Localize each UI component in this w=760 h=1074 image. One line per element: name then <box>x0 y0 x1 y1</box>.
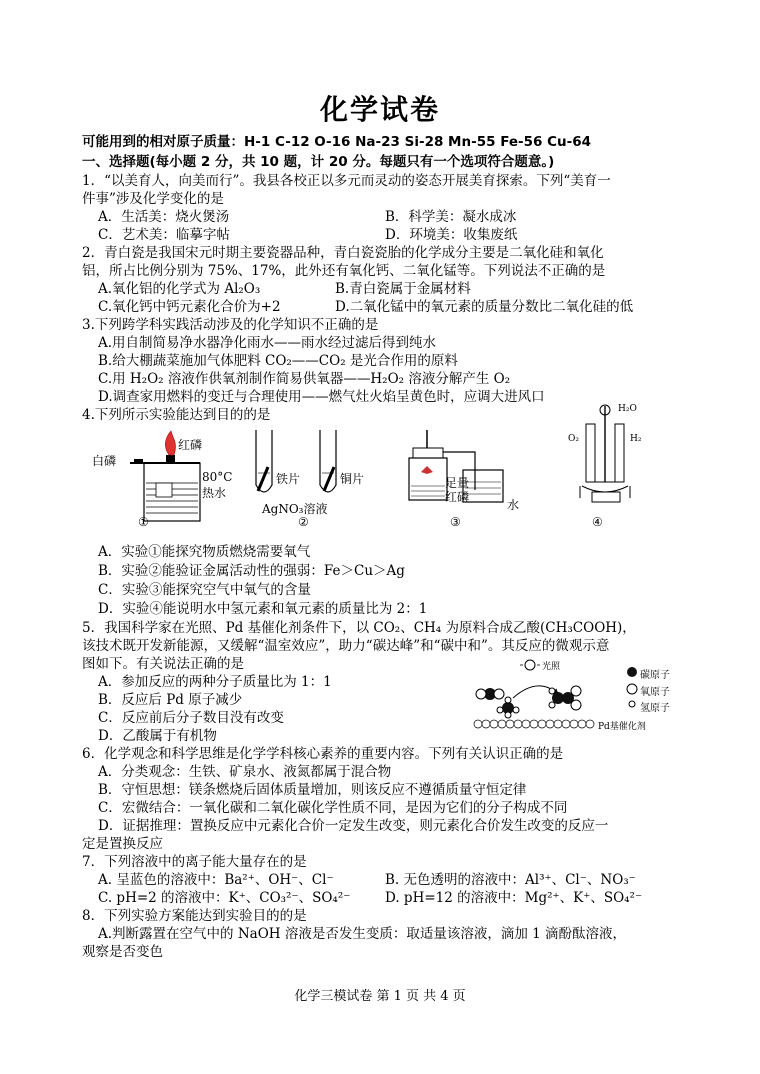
q7-option-b: B. 无色透明的溶液中：Al³⁺、Cl⁻、NO₃⁻ <box>385 872 636 888</box>
q3-option-a: A.用自制简易净水器净化雨水——雨水经过滤后得到纯水 <box>98 335 437 351</box>
section-heading: 一、选择题(每小题 2 分，共 10 题，计 20 分。每题只有一个选项符合题意。) <box>82 154 555 170</box>
q2-option-b: B.青白瓷属于金属材料 <box>335 281 471 297</box>
q3-option-b: B.给大棚蔬菜施加气体肥料 CO₂——CO₂ 是光合作用的原料 <box>98 353 458 369</box>
q4-option-b: B．实验②能验证金属活动性的强弱：Fe＞Cu＞Ag <box>98 563 405 579</box>
page-title: 化学试卷 <box>319 93 440 126</box>
q5-option-a: A．参加反应的两种分子质量比为 1：1 <box>98 674 332 690</box>
q6-stem: 6．化学观念和科学思维是化学学科核心素养的重要内容。下列有关认识正确的是 <box>82 746 564 762</box>
q6-option-b: B．守恒思想：镁条燃烧后固体质量增加，则该反应不遵循质量守恒定律 <box>98 782 527 798</box>
q7-option-a: A. 呈蓝色的溶液中：Ba²⁺、OH⁻、Cl⁻ <box>98 872 334 888</box>
q4-option-c: C．实验③能探究空气中氧气的含量 <box>98 582 311 598</box>
label-figure-3: ③ <box>450 515 461 529</box>
q4-option-a: A．实验①能探究物质燃烧需要氧气 <box>98 544 311 560</box>
q3-option-c: C.用 H₂O₂ 溶液作供氧剂制作简易供氧器——H₂O₂ 溶液分解产生 O₂ <box>98 371 511 387</box>
label-excess: 足量 <box>445 476 470 490</box>
q2-stem-1: 2．青白瓷是我国宋元时期主要瓷器品种，青白瓷瓷胎的化学成分主要是二氧化硅和氧化 <box>82 245 604 261</box>
label-iron: 铁片 <box>276 472 301 486</box>
legend-carbon: 碳原子 <box>640 670 670 681</box>
q5-stem-3: 图如下。有关说法正确的是 <box>82 656 244 672</box>
q7-stem: 7．下列溶液中的离子能大量存在的是 <box>82 854 307 870</box>
label-temperature: 80°C <box>202 470 233 484</box>
label-figure-2: ② <box>298 515 309 529</box>
label-red-phosphorus-2: 红磷 <box>445 490 470 504</box>
label-catalyst: Pd基催化剂 <box>598 722 646 732</box>
q1-option-c: C．艺术美：临摹字帖 <box>98 227 230 243</box>
q5-stem-2: 该技术既开发新能源，又缓解“温室效应”，助力“碳达峰”和“碳中和”。其反应的微观示意 <box>82 638 610 654</box>
q1-option-d: D．环境美：收集废纸 <box>385 227 518 243</box>
q6-option-c: C．宏微结合：一氧化碳和二氧化碳化学性质不同，是因为它们的分子构成不同 <box>98 800 568 816</box>
label-figure-4: ④ <box>592 515 603 529</box>
label-hydrogen: H₂ <box>630 434 642 444</box>
q2-option-d: D.二氧化锰中的氧元素的质量分数比二氧化硅的低 <box>335 299 634 315</box>
label-copper: 铜片 <box>340 472 365 486</box>
label-figure-1: ① <box>138 515 149 529</box>
q5-option-b: B．反应后 Pd 原子减少 <box>98 692 243 708</box>
q5-option-c: C．反应前后分子数目没有改变 <box>98 710 284 726</box>
q4-option-d: D．实验④能说明水中氢元素和氧元素的质量比为 2：1 <box>98 601 428 617</box>
label-water-formula: H₂O <box>618 404 637 414</box>
q7-option-c: C. pH=2 的溶液中：K⁺、CO₃²⁻、SO₄²⁻ <box>98 890 351 906</box>
label-oxygen: O₂ <box>568 434 579 444</box>
q2-stem-2: 铝，所占比例分别为 75%、17%，此外还有氧化钙、二氧化锰等。下列说法不正确的是 <box>82 263 606 279</box>
q2-option-a: A.氧化铝的化学式为 Al₂O₃ <box>98 281 261 297</box>
q1-option-a: A．生活美：烧火煲汤 <box>98 209 230 225</box>
q6-option-a: A．分类观念：生铁、矿泉水、液氮都属于混合物 <box>98 764 392 780</box>
label-white-phosphorus: 白磷 <box>92 454 117 468</box>
atomic-masses: 可能用到的相对原子质量：H-1 C-12 O-16 Na-23 Si-28 Mn-55 Fe-56 Cu-64 <box>82 134 592 150</box>
q4-stem: 4.下列所示实验能达到目的的是 <box>82 407 271 423</box>
label-silver-nitrate: AgNO₃溶液 <box>262 502 328 516</box>
q5-stem-1: 5．我国科学家在光照、Pd 基催化剂条件下，以 CO₂、CH₄ 为原料合成乙酸(CH₃COOH)， <box>82 620 636 636</box>
page-footer: 化学三模试卷 第 1 页 共 4 页 <box>294 989 466 1004</box>
experiment-4-figure <box>570 402 660 512</box>
q6-option-d-2: 定是置换反应 <box>82 836 163 852</box>
q1-stem-2: 件事”涉及化学变化的是 <box>82 191 224 207</box>
q8-stem: 8．下列实验方案能达到实验目的的是 <box>82 908 307 924</box>
q6-option-d-1: D．证据推理：置换反应中元素化合价一定发生改变，则元素化合价发生改变的反应一 <box>98 818 609 834</box>
legend-oxygen: 氧原子 <box>640 687 670 698</box>
q5-option-d: D．乙酸属于有机物 <box>98 728 217 744</box>
q8-option-a-2: 观察是否变色 <box>82 944 163 960</box>
q1-stem-1: 1．“以美育人，向美而行”。我县各校正以多元而灵动的姿态开展美育探索。下列“美育一 <box>82 173 611 189</box>
label-red-phosphorus: 红磷 <box>178 438 203 452</box>
q7-option-d: D. pH=12 的溶液中：Mg²⁺、K⁺、SO₄²⁻ <box>385 890 643 906</box>
q3-option-d: D.调查家用燃料的变迁与合理使用——燃气灶火焰呈黄色时，应调大进风口 <box>98 389 545 405</box>
q3-stem: 3.下列跨学科实践活动涉及的化学知识不正确的是 <box>82 317 379 333</box>
legend-hydrogen: 氢原子 <box>640 703 670 714</box>
q2-option-c: C.氧化钙中钙元素化合价为+2 <box>98 299 281 315</box>
label-hot-water: 热水 <box>202 486 227 500</box>
q1-option-b: B．科学美：凝水成冰 <box>385 209 517 225</box>
label-water: 水 <box>507 498 520 512</box>
label-light: 光照 <box>542 662 561 672</box>
q8-option-a-1: A.判断露置在空气中的 NaOH 溶液是否发生变质：取适量该溶液，滴加 1 滴酚酞溶液， <box>98 926 626 942</box>
